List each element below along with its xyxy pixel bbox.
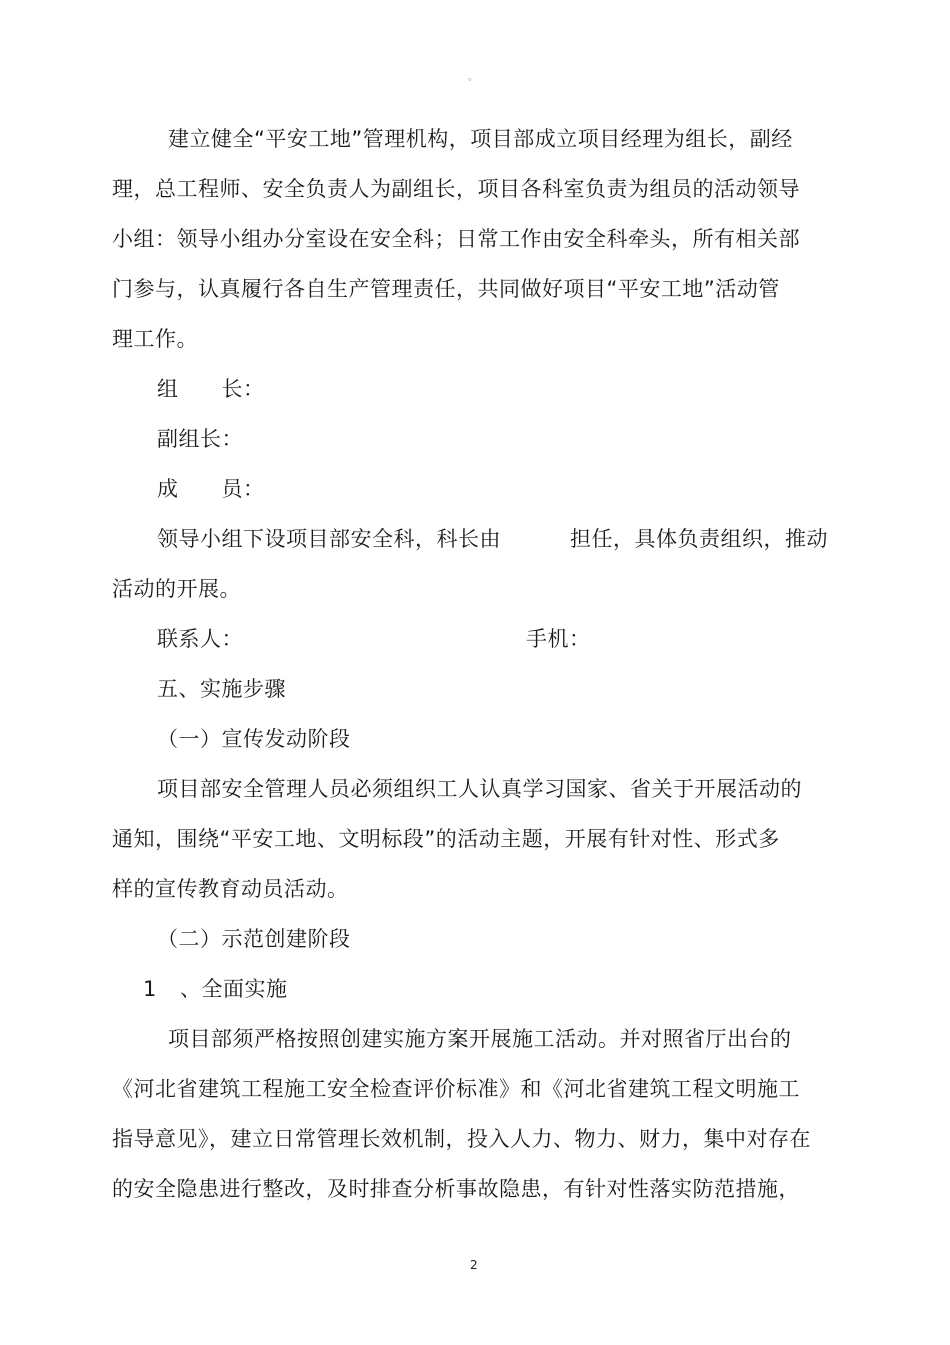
paragraph1-line1: 建立健全“平安工地”管理机构，项目部成立项目经理为组长，副经 [168,127,793,151]
section5-sub1-line3: 样的宣传教育动员活动。 [112,877,349,901]
section5-sub1-title: （一）宣传发动阶段 [157,727,351,751]
paragraph1-line4: 门参与，认真履行各自生产管理责任，共同做好项目“平安工地”活动管 [112,277,780,301]
contact-phone-label: 手机： [526,627,591,651]
paragraph2-line2: 活动的开展。 [112,577,241,601]
page-number: 2 [470,1258,478,1272]
item1-text-line2: 《河北省建筑工程施工安全检查评价标准》和《河北省建筑工程文明施工 [112,1077,800,1101]
paragraph1-line2: 理，总工程师、安全负责人为副组长，项目各科室负责为组员的活动领导 [112,177,800,201]
paragraph2-line1a: 领导小组下设项目部安全科，科长由 [157,527,501,551]
item1-number: 1 [143,977,157,1001]
role-member: 成 员： [157,477,265,501]
paragraph1-line3: 小组：领导小组办分室设在安全科；日常工作由安全科牵头，所有相关部 [112,227,800,251]
section5-sub1-line2: 通知，围绕“平安工地、文明标段”的活动主题，开展有针对性、形式多 [112,827,780,851]
section5-sub2-title: （二）示范创建阶段 [157,927,351,951]
item1-text-line3: 指导意见》，建立日常管理长效机制，投入人力、物力、财力，集中对存在 [112,1127,811,1151]
paragraph1-line5: 理工作。 [112,327,198,351]
contact-person-label: 联系人： [157,627,243,651]
item1-title: 、全面实施 [180,977,288,1001]
item1-text-line1: 项目部须严格按照创建实施方案开展施工活动。并对照省厅出台的 [168,1027,792,1051]
item1-text-line4: 的安全隐患进行整改，及时排查分析事故隐患，有针对性落实防范措施， [112,1177,800,1201]
section5-title: 五、实施步骤 [157,677,286,701]
header-mark: 。 [468,72,478,83]
role-leader: 组 长： [157,377,265,401]
section5-sub1-line1: 项目部安全管理人员必须组织工人认真学习国家、省关于开展活动的 [157,777,802,801]
role-deputy: 副组长： [157,427,243,451]
paragraph2-line1b: 担任，具体负责组织，推动 [570,527,828,551]
